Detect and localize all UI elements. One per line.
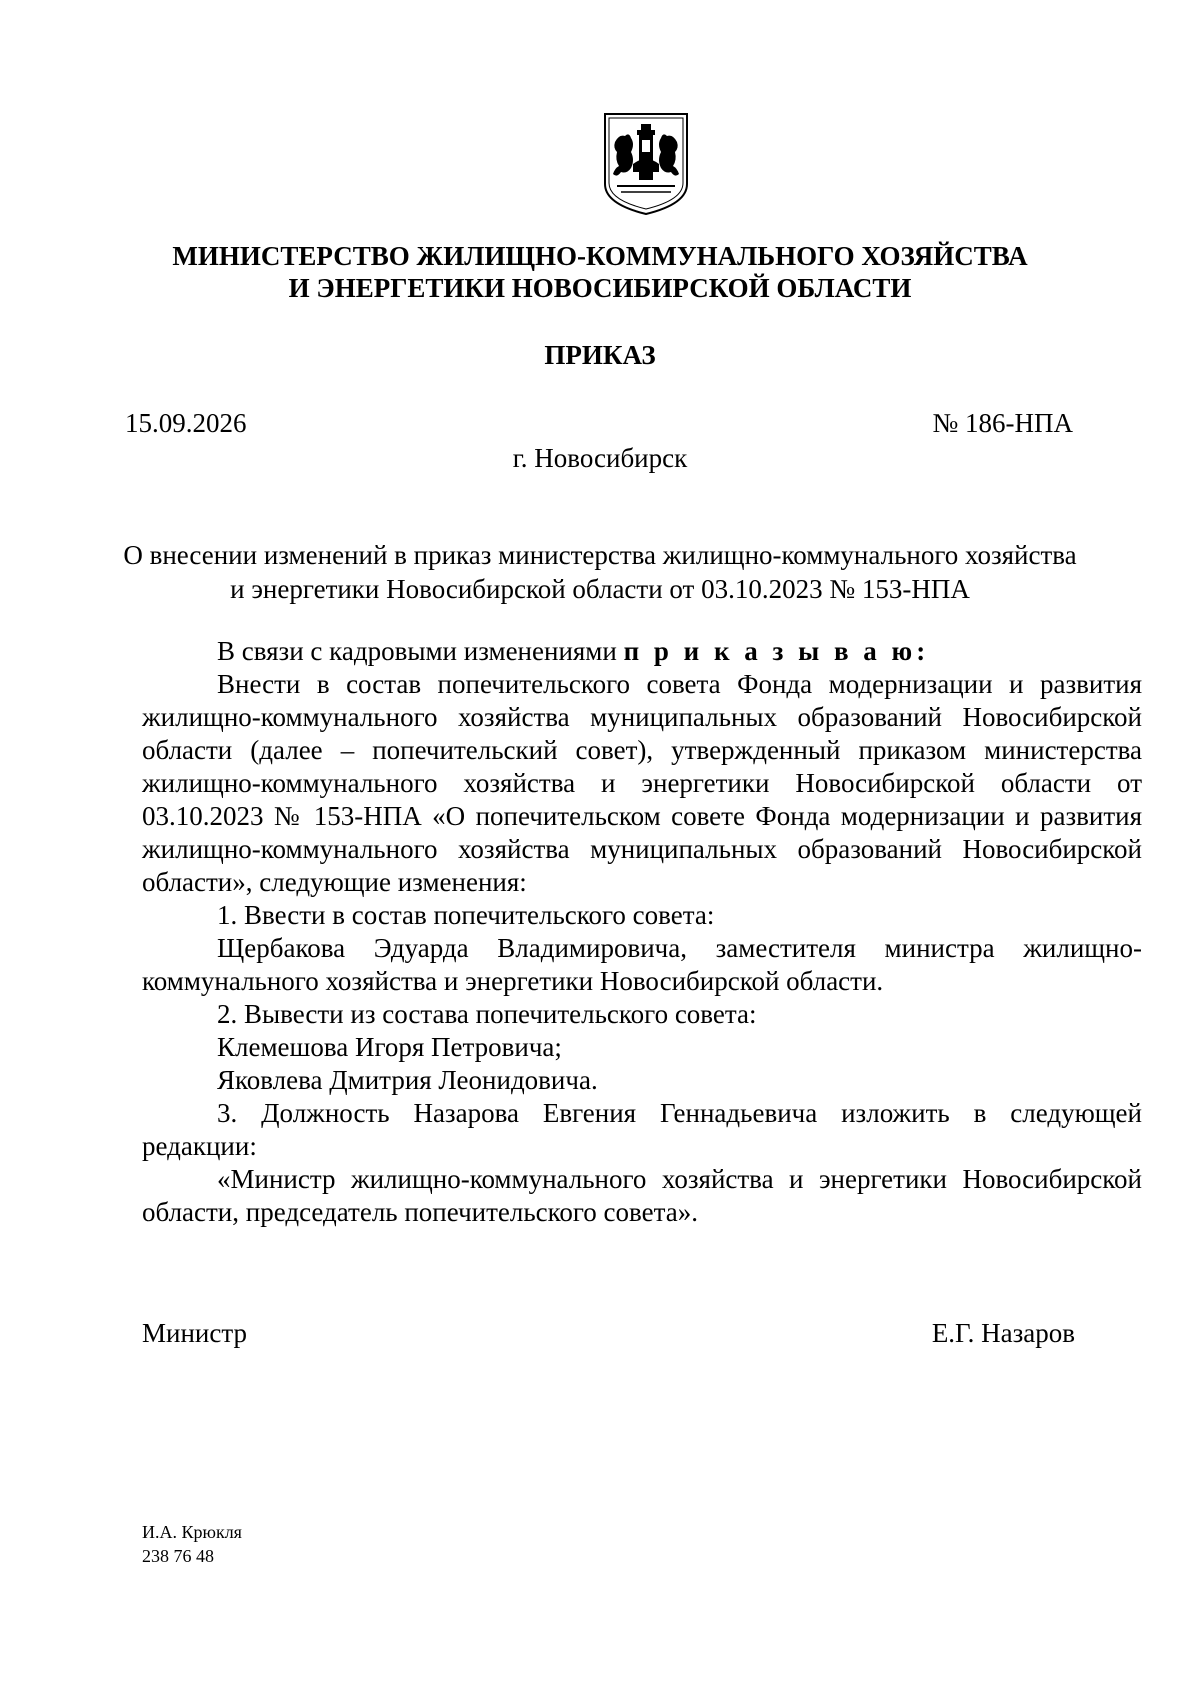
paragraph-item-2: 2. Вывести из состава попечительского совета: <box>217 999 757 1029</box>
paragraph-main: Внести в состав попечительского совета Фонда модернизации и развития жилищно-коммунального хозяйства муниципальных образований Новосибирской области (далее – попечительский совет), утвержденный приказом министерства жилищно-коммунального хозяйства и энергетики Новосибирской области от 03.10.2023 № 153-НПА «О попечительском совете Фонда модернизации и развития жилищно-коммунального хозяйства муниципальных образований Новосибирской области», следующие изменения: <box>142 669 1142 897</box>
document-type: ПРИКАЗ <box>544 340 656 370</box>
executor-phone: 238 76 48 <box>142 1546 214 1566</box>
subject-line-1: О внесении изменений в приказ министерства жилищно-коммунального хозяйства <box>123 540 1077 570</box>
signer-name: Е.Г. Назаров <box>931 1318 1075 1348</box>
paragraph-item-2-person-2: Яковлева Дмитрия Леонидовича. <box>217 1065 598 1095</box>
paragraph-item-3-text: «Министр жилищно-коммунального хозяйства и энергетики Новосибирской области, председатель попечительского совета». <box>142 1164 1142 1227</box>
document-body <box>142 635 1142 1229</box>
intro-text: В связи с кадровыми изменениями <box>217 636 624 666</box>
paragraph-item-3: 3. Должность Назарова Евгения Геннадьевича изложить в следующей редакции: <box>142 1098 1142 1161</box>
document-date: 15.09.2026 <box>125 408 247 438</box>
paragraph-item-1-person: Щербакова Эдуарда Владимировича, заместителя министра жилищно-коммунального хозяйства и энергетики Новосибирской области. <box>142 933 1142 996</box>
organization-name <box>0 240 1200 304</box>
coat-of-arms-icon <box>601 112 691 216</box>
executor-block <box>142 1520 242 1568</box>
document-number: № 186-НПА <box>932 408 1073 438</box>
paragraph-item-2-person-1: Клемешова Игоря Петровича; <box>217 1032 562 1062</box>
organization-line-1: МИНИСТЕРСТВО ЖИЛИЩНО-КОММУНАЛЬНОГО ХОЗЯЙСТВА <box>172 241 1028 271</box>
organization-line-2: И ЭНЕРГЕТИКИ НОВОСИБИРСКОЙ ОБЛАСТИ <box>288 273 912 303</box>
document-subject <box>120 538 1080 606</box>
document-city: г. Новосибирск <box>512 443 688 473</box>
order-word: п р и к а з ы в а ю: <box>623 636 930 666</box>
signer-title: Министр <box>142 1318 247 1348</box>
intro-paragraph <box>142 635 1142 668</box>
executor-name: И.А. Крюкля <box>142 1522 242 1542</box>
subject-line-2: и энергетики Новосибирской области от 03.10.2023 № 153-НПА <box>230 574 970 604</box>
paragraph-item-1: 1. Ввести в состав попечительского совета: <box>217 900 715 930</box>
